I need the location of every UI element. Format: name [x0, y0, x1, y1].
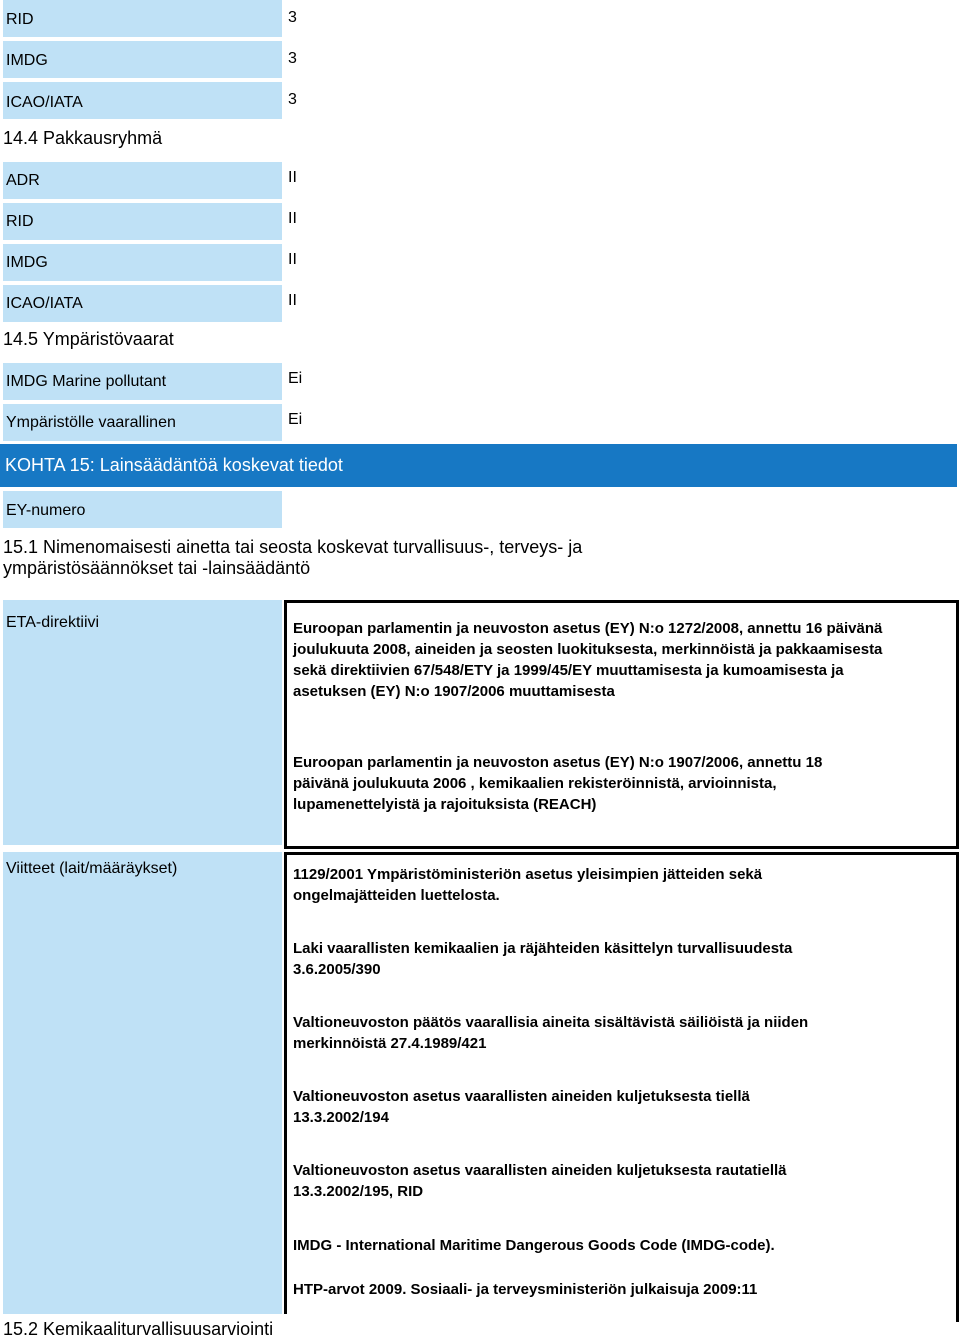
- pg-label-icao: ICAO/IATA: [3, 285, 282, 322]
- ey-number-label: EY-numero: [3, 491, 282, 528]
- pg-label-rid: RID: [3, 203, 282, 240]
- env-value-hazardous: Ei: [288, 411, 303, 428]
- reference-item: Valtioneuvoston asetus vaarallisten aineiden kuljetuksesta tiellä 13.3.2002/194: [293, 1088, 750, 1126]
- references-label: Viitteet (lait/määräykset): [3, 852, 282, 1322]
- env-label-hazardous: Ympäristölle vaarallinen: [3, 404, 282, 441]
- reference-item: Valtioneuvoston päätös vaarallisia aineita sisältävistä säiliöistä ja niiden merkinnöistä 27.4.1989/421: [293, 1014, 809, 1052]
- section-15-title: KOHTA 15: Lainsäädäntöä koskevat tiedot: [0, 444, 957, 487]
- pg-value-imdg: II: [288, 251, 297, 268]
- reference-item: Laki vaarallisten kemikaalien ja räjähteiden käsittelyn turvallisuudesta 3.6.2005/390: [293, 940, 793, 978]
- eta-paragraph: Euroopan parlamentin ja neuvoston asetus (EY) N:o 1272/2008, annettu 16 päivänä joulukuuta 2008, aineiden ja seosten luokituksesta, merkinnöistä ja pakkaamisesta sekä direktiivien 67/548/ETY ja 1999/45/EY muuttamisesta ja kumoamisesta ja asetuksen (EY) N:o 1907/2006 muuttamisesta: [293, 620, 883, 700]
- row-label-rid: RID: [3, 0, 282, 37]
- environment-heading: 14.5 Ympäristövaarat: [3, 329, 174, 349]
- reference-item: HTP-arvot 2009. Sosiaali- ja terveysministeriön julkaisuja 2009:11: [293, 1281, 758, 1298]
- pg-label-adr: ADR: [3, 162, 282, 199]
- section-15-2-heading: 15.2 Kemikaaliturvallisuusarviointi: [3, 1319, 274, 1339]
- pg-value-adr: II: [288, 169, 297, 186]
- eta-paragraph: Euroopan parlamentin ja neuvoston asetus (EY) N:o 1907/2006, annettu 18 päivänä joulukuuta 2006 , kemikaalien rekisteröinnistä, arvioinnista, lupamenettelyistä ja rajoituksista (REACH): [293, 754, 823, 813]
- env-value-marine: Ei: [288, 370, 303, 387]
- section-15-1-heading-line2: ympäristösäännökset tai -lainsäädäntö: [3, 558, 311, 578]
- pg-label-imdg: IMDG: [3, 244, 282, 281]
- reference-item: 1129/2001 Ympäristöministeriön asetus yleisimpien jätteiden sekä ongelmajätteiden luettelosta.: [293, 866, 763, 904]
- eta-directive-label: ETA-direktiivi: [3, 600, 282, 845]
- env-label-marine: IMDG Marine pollutant: [3, 363, 282, 400]
- pg-value-rid: II: [288, 210, 297, 227]
- row-label-imdg: IMDG: [3, 41, 282, 78]
- row-value-imdg: 3: [288, 50, 297, 67]
- pg-value-icao: II: [288, 292, 297, 309]
- row-value-icao: 3: [288, 91, 297, 108]
- row-value-rid: 3: [288, 9, 297, 26]
- reference-item: Valtioneuvoston asetus vaarallisten aineiden kuljetuksesta rautatiellä 13.3.2002/195, RID: [293, 1162, 787, 1200]
- reference-item: IMDG - International Maritime Dangerous Goods Code (IMDG-code).: [293, 1237, 775, 1254]
- section-15-1-heading-line1: 15.1 Nimenomaisesti ainetta tai seosta koskevat turvallisuus-, terveys- ja: [3, 537, 583, 557]
- row-label-icao: ICAO/IATA: [3, 82, 282, 119]
- packing-group-heading: 14.4 Pakkausryhmä: [3, 128, 163, 148]
